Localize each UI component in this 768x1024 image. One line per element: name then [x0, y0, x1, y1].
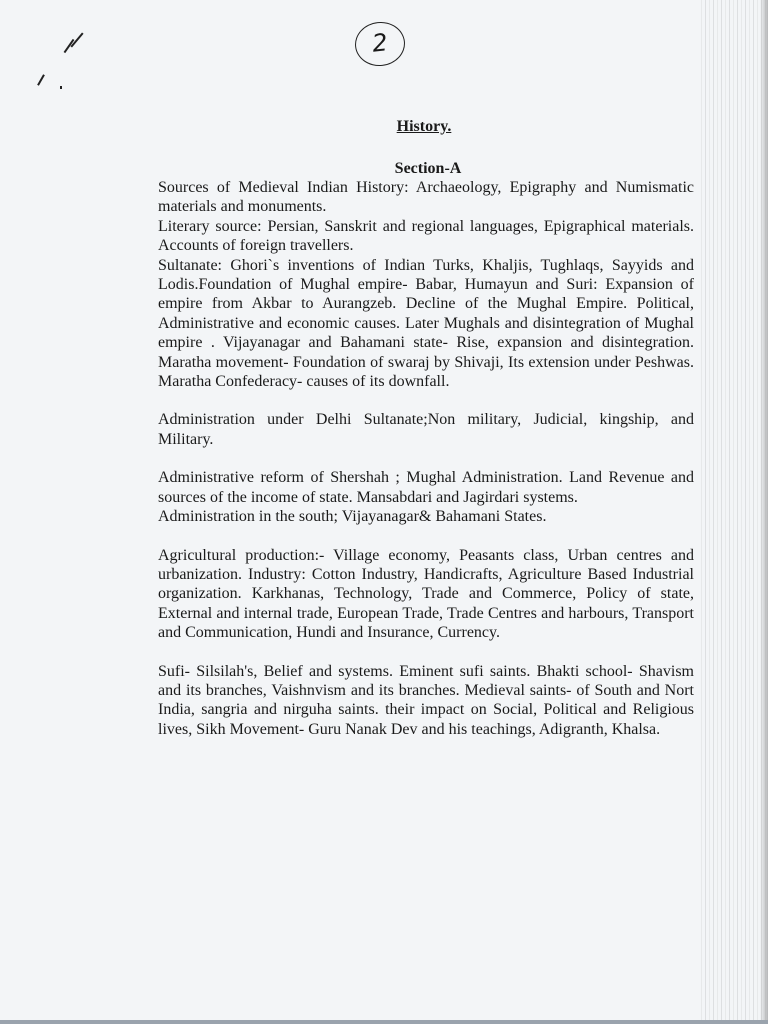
page-number: 2	[353, 20, 407, 69]
paragraph: Administration under Delhi Sultanate;Non military, Judicial, kingship, and Military.	[158, 411, 694, 448]
page-title: History.	[396, 118, 452, 135]
scan-edge-bottom	[0, 1020, 768, 1024]
section-heading: Section-A	[394, 160, 462, 177]
paragraph: Agricultural production:- Village economy, Peasants class, Urban centres and urbanization. Industry: Cotton Industry, Handicrafts, Agriculture Based Industrial organization. Karkhanas, Technology, Trade and Commerce, Policy of state, External and internal trade, European Trade, Trade Centres and harbours, Transport and Communication, Hundi and Insurance, Currency.	[158, 546, 694, 642]
scan-edge-right	[760, 0, 768, 1024]
paragraph: Sources of Medieval Indian History: Archaeology, Epigraphy and Numismatic materials and monuments.	[158, 179, 694, 216]
document-body	[158, 178, 694, 739]
scan-shadow	[698, 0, 768, 1024]
pen-mark	[37, 74, 45, 85]
pen-mark	[60, 86, 62, 89]
paragraph: Literary source: Persian, Sanskrit and regional languages, Epigraphical materials. Accounts of foreign travellers.	[158, 217, 694, 255]
paragraph: Sultanate: Ghori`s inventions of Indian Turks, Khaljis, Tughlaqs, Sayyids and Lodis.Foundation of Mughal empire- Babar, Humayun and Suri: Expansion of empire from Akbar to Aurangzeb. Decline of the Mughal Empire. Political, Administrative and economic causes. Later Mughals and disintegration of Mughal empire . Vijayanagar and Bahamani state- Rise, expansion and disintegration. Maratha movement- Foundation of swaraj by Shivaji, Its extension under Peshwas. Maratha Confederacy- causes of its downfall.	[158, 256, 694, 391]
paragraph: Administrative reform of Shershah ; Mughal Administration. Land Revenue and sources of the income of state. Mansabdari and Jagirdari systems.	[158, 469, 694, 506]
paragraph: Sufi- Silsilah's, Belief and systems. Eminent sufi saints. Bhakti school- Shavism and its branches, Vaishnvism and its branches. Medieval saints- of South and Nort India, sangria and nirguha saints. their impact on Social, Political and Religious lives, Sikh Movement- Guru Nanak Dev and his teachings, Adigranth, Khalsa.	[158, 662, 694, 738]
paragraph: Administration in the south; Vijayanagar& Bahamani States.	[158, 508, 547, 526]
